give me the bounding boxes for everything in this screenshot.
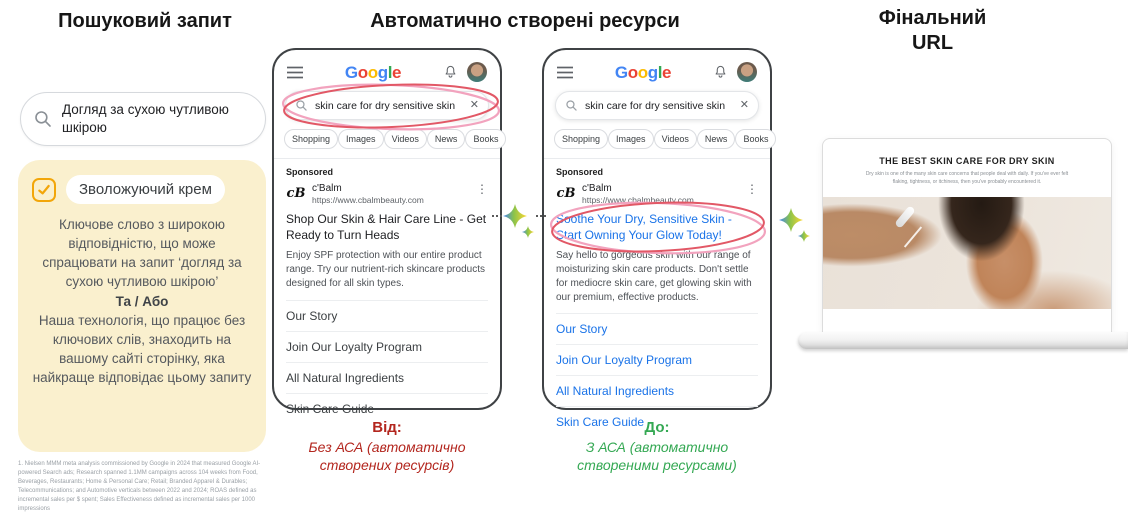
chip-videos[interactable]: Videos	[654, 129, 697, 149]
advertiser-logo: cB	[286, 185, 306, 201]
ad-description: Enjoy SPF protection with our entire product range. Try our nutrient-rich skincare products designed for all skin types.	[286, 250, 485, 289]
ad-sitelinks	[286, 300, 488, 424]
landing-page-hero-photo	[823, 197, 1111, 309]
keyword-chip: Зволожуючий крем	[66, 175, 225, 204]
sitelink-skin-care-guide[interactable]: Skin Care Guide	[556, 406, 758, 437]
after-label	[542, 418, 772, 474]
after-label-line2: створеними ресурсами)	[577, 456, 737, 473]
advertiser-url: https://www.cbalmbeauty.com	[312, 195, 424, 205]
search-icon	[295, 99, 308, 112]
chip-shopping[interactable]: Shopping	[554, 129, 608, 149]
search-icon	[33, 109, 53, 129]
divider	[274, 158, 500, 159]
chip-books[interactable]: Books	[735, 129, 776, 149]
before-label-line2: створених ресурсів)	[319, 456, 455, 473]
keyword-explanation	[32, 215, 252, 387]
keyword-paragraph-1: Ключове слово з широкою відповідністю, що може спрацювати на запит ‘догляд за сухою чутливою шкірою’	[42, 217, 242, 290]
left-column-title: Пошуковий запит	[58, 10, 232, 32]
laptop-base	[798, 332, 1128, 349]
chip-videos[interactable]: Videos	[384, 129, 427, 149]
search-bar[interactable]	[555, 91, 759, 120]
advertiser-logo: cB	[556, 185, 576, 201]
clear-icon[interactable]: ✕	[739, 99, 749, 111]
keyword-and-or: Та / Або	[115, 293, 169, 309]
phone-before-aca	[272, 48, 502, 416]
clear-icon[interactable]: ✕	[469, 99, 479, 111]
sitelink-skin-care-guide[interactable]: Skin Care Guide	[286, 393, 488, 424]
sitelink-natural-ingredients[interactable]: All Natural Ingredients	[556, 375, 758, 406]
ad-headline[interactable]: Soothe Your Dry, Sensitive Skin - Start Owning Your Glow Today!	[556, 212, 758, 243]
search-filter-chips	[274, 129, 500, 149]
chip-news[interactable]: News	[427, 129, 466, 149]
right-title-line1: Фінальний	[878, 7, 987, 29]
menu-icon[interactable]	[557, 66, 573, 79]
before-label	[272, 418, 502, 474]
chip-images[interactable]: Images	[338, 129, 384, 149]
avatar[interactable]	[467, 62, 487, 82]
footnote: 1. Nielsen MMM meta analysis commissioned by Google in 2024 that measured Google AI-powered Search ads; Research spanned 1.1MM campaigns across 104 weeks from Food, Beverages, Restaurants; Home & Personal Care; Retail; Branded Apparel & Durables; Telecommunications; and Automotive verticals between 2022 and 2024; ROAS defined as incremental sales per $ spent; Sales Effectiveness defined as incremental sales per 1000 impressions	[18, 461, 261, 512]
checkbox-checked-icon	[32, 178, 56, 202]
after-label-line1: З АСА (автоматично	[585, 438, 729, 455]
notification-bell-icon[interactable]	[443, 64, 458, 80]
search-bar[interactable]	[285, 91, 489, 120]
search-icon	[565, 99, 578, 112]
search-query-text: skin care for dry sensitive skin	[315, 99, 456, 112]
sitelink-our-story[interactable]: Our Story	[286, 300, 488, 331]
right-column-title	[850, 6, 1015, 56]
landing-page-heading: THE BEST SKIN CARE FOR DRY SKIN	[879, 156, 1055, 166]
sitelink-natural-ingredients[interactable]: All Natural Ingredients	[286, 362, 488, 393]
kebab-menu-icon[interactable]: ⋮	[746, 182, 758, 196]
keyword-paragraph-2: Наша технологія, що працює без ключових слів, знаходить на вашому сайті сторінку, яка найкраще відповідає цьому запиту	[32, 312, 252, 386]
before-label-line1: Без АСА (автоматично	[308, 438, 466, 455]
google-logo: Google	[614, 62, 672, 82]
ad-description: Say hello to gorgeous skin with our range of moisturizing skin care products. Don't settle for mediocre skin care, get glowing skin with our premium, effective products.	[556, 250, 752, 303]
search-query-text: skin care for dry sensitive skin	[585, 99, 726, 112]
sponsored-label: Sponsored	[556, 167, 604, 177]
sitelink-loyalty-program[interactable]: Join Our Loyalty Program	[286, 331, 488, 362]
menu-icon[interactable]	[287, 66, 303, 79]
avatar[interactable]	[737, 62, 757, 82]
advertiser-name: c'Balm	[312, 183, 342, 194]
before-label-title: Від:	[372, 419, 402, 436]
advertiser-url: https://www.cbalmbeauty.com	[582, 195, 694, 205]
chip-books[interactable]: Books	[465, 129, 506, 149]
serum-dropper-tube	[904, 226, 922, 247]
divider	[544, 158, 770, 159]
keyword-card	[18, 160, 266, 452]
serum-dropper	[894, 205, 916, 229]
sitelink-loyalty-program[interactable]: Join Our Loyalty Program	[556, 344, 758, 375]
sponsored-label: Sponsored	[286, 167, 334, 177]
advertiser-name: c'Balm	[582, 183, 612, 194]
kebab-menu-icon[interactable]: ⋮	[476, 182, 488, 196]
chip-news[interactable]: News	[697, 129, 736, 149]
query-text: Догляд за сухою чутливою шкірою	[62, 102, 229, 135]
chip-images[interactable]: Images	[608, 129, 654, 149]
landing-page-subtext: Dry skin is one of the many skin care concerns that people deal with daily. If you've ever felt flaking, tightness, or itchiness, then you've probably encountered it.	[865, 171, 1069, 185]
after-label-title: До:	[644, 419, 670, 436]
ad-headline[interactable]: Shop Our Skin & Hair Care Line - Get Ready to Turn Heads	[286, 212, 487, 242]
middle-column-title: Автоматично створені ресурси	[370, 10, 680, 32]
chip-shopping[interactable]: Shopping	[284, 129, 338, 149]
right-title-line2: URL	[911, 32, 954, 54]
google-logo: Google	[344, 62, 402, 82]
ai-sparkle-icon	[778, 203, 814, 247]
sitelink-our-story[interactable]: Our Story	[556, 313, 758, 344]
ai-sparkle-icon	[501, 197, 539, 243]
notification-bell-icon[interactable]	[713, 64, 728, 80]
search-filter-chips	[544, 129, 770, 149]
check-icon	[36, 182, 52, 198]
query-search-box[interactable]	[20, 92, 266, 146]
laptop-screen	[822, 138, 1112, 332]
